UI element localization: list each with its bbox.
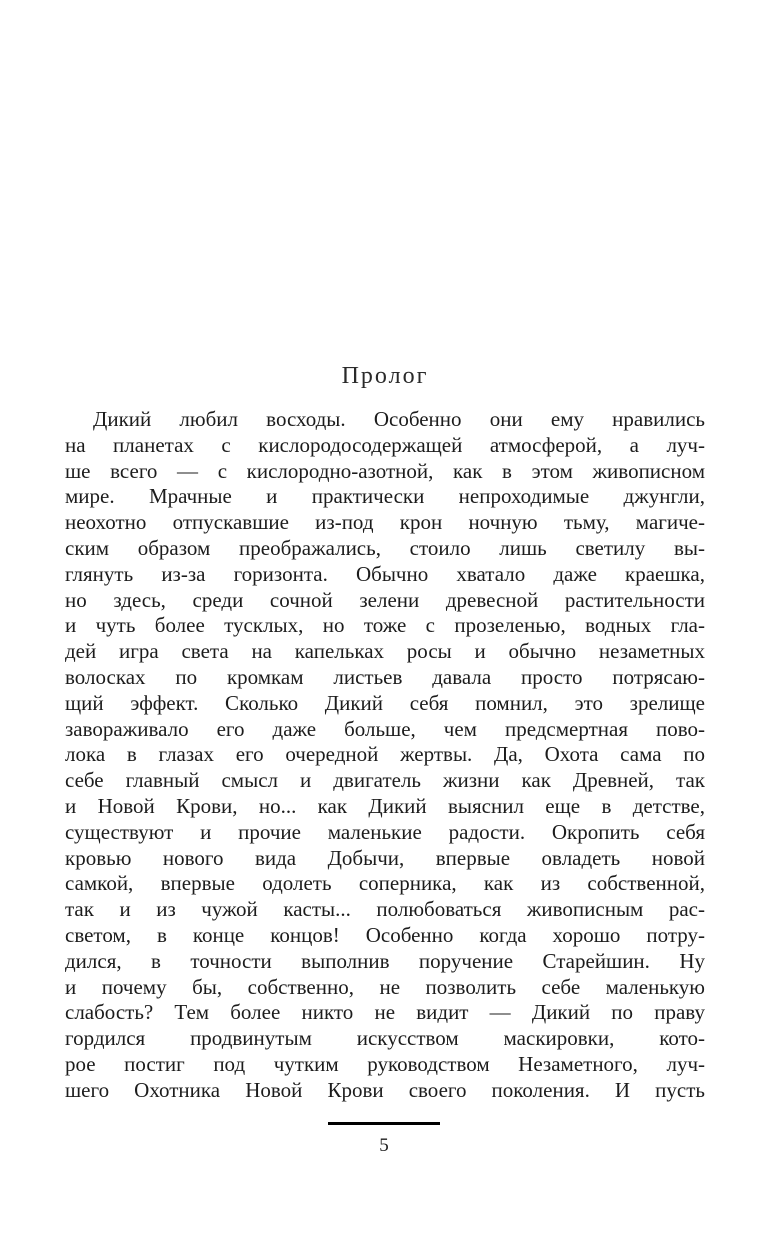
text-line: светом, в конце концов! Особенно когда хорошо потру- <box>65 922 705 947</box>
text-line: ским образом преображались, стоило лишь светилу вы- <box>65 535 705 560</box>
text-line: на планетах с кислородосодержащей атмосферой, а луч- <box>65 432 705 457</box>
text-line: рое постиг под чутким руководством Незаметного, луч- <box>65 1051 705 1076</box>
text-block <box>65 407 705 1104</box>
text-line: глянуть из-за горизонта. Обычно хватало даже краешка, <box>65 561 705 586</box>
text-line: существуют и прочие маленькие радости. Окропить себя <box>65 819 705 844</box>
text-line: но здесь, среди сочной зелени древесной растительности <box>65 587 705 612</box>
text-line: лока в глазах его очередной жертвы. Да, Охота сама по <box>65 742 705 767</box>
text-line: щий эффект. Сколько Дикий себя помнил, это зрелище <box>65 690 705 715</box>
text-line: дей игра света на капельках росы и обычно незаметных <box>65 639 705 664</box>
text-line: неохотно отпускавшие из-под крон ночную тьму, магиче- <box>65 510 705 535</box>
text-line: ше всего — с кислородно-азотной, как в этом живописном <box>65 458 705 483</box>
text-line: гордился продвинутым искусством маскировки, кото- <box>65 1026 705 1051</box>
text-line: и чуть более тусклых, но тоже с прозеленью, водных гла- <box>65 613 705 638</box>
text-line: шего Охотника Новой Крови своего поколения. И пусть <box>65 1077 705 1102</box>
page-footer <box>0 1122 768 1157</box>
text-line: кровью нового вида Добычи, впервые овладеть новой <box>65 845 705 870</box>
text-line: самкой, впервые одолеть соперника, как из собственной, <box>65 871 705 896</box>
text-line: завораживало его даже больше, чем предсмертная пово- <box>65 716 705 741</box>
text-line: Дикий любил восходы. Особенно они ему нравились <box>93 407 705 431</box>
text-line: мире. Мрачные и практически непроходимые джунгли, <box>65 484 705 509</box>
footer-rule <box>328 1122 440 1125</box>
text-line: так и из чужой касты... полюбоваться живописным рас- <box>65 897 705 922</box>
page-number: 5 <box>379 1135 389 1156</box>
text-line: дился, в точности выполнив поручение Старейшин. Ну <box>65 948 705 973</box>
chapter-title: Пролог <box>341 363 429 389</box>
text-line: и Новой Крови, но... как Дикий выяснил еще в детстве, <box>65 793 705 818</box>
text-line: и почему бы, собственно, не позволить себе маленькую <box>65 974 705 999</box>
text-line: слабость? Тем более никто не видит — Дикий по праву <box>65 1000 705 1025</box>
text-line: себе главный смысл и двигатель жизни как Древней, так <box>65 768 705 793</box>
text-line: волосках по кромкам листьев давала просто потрясаю- <box>65 664 705 689</box>
